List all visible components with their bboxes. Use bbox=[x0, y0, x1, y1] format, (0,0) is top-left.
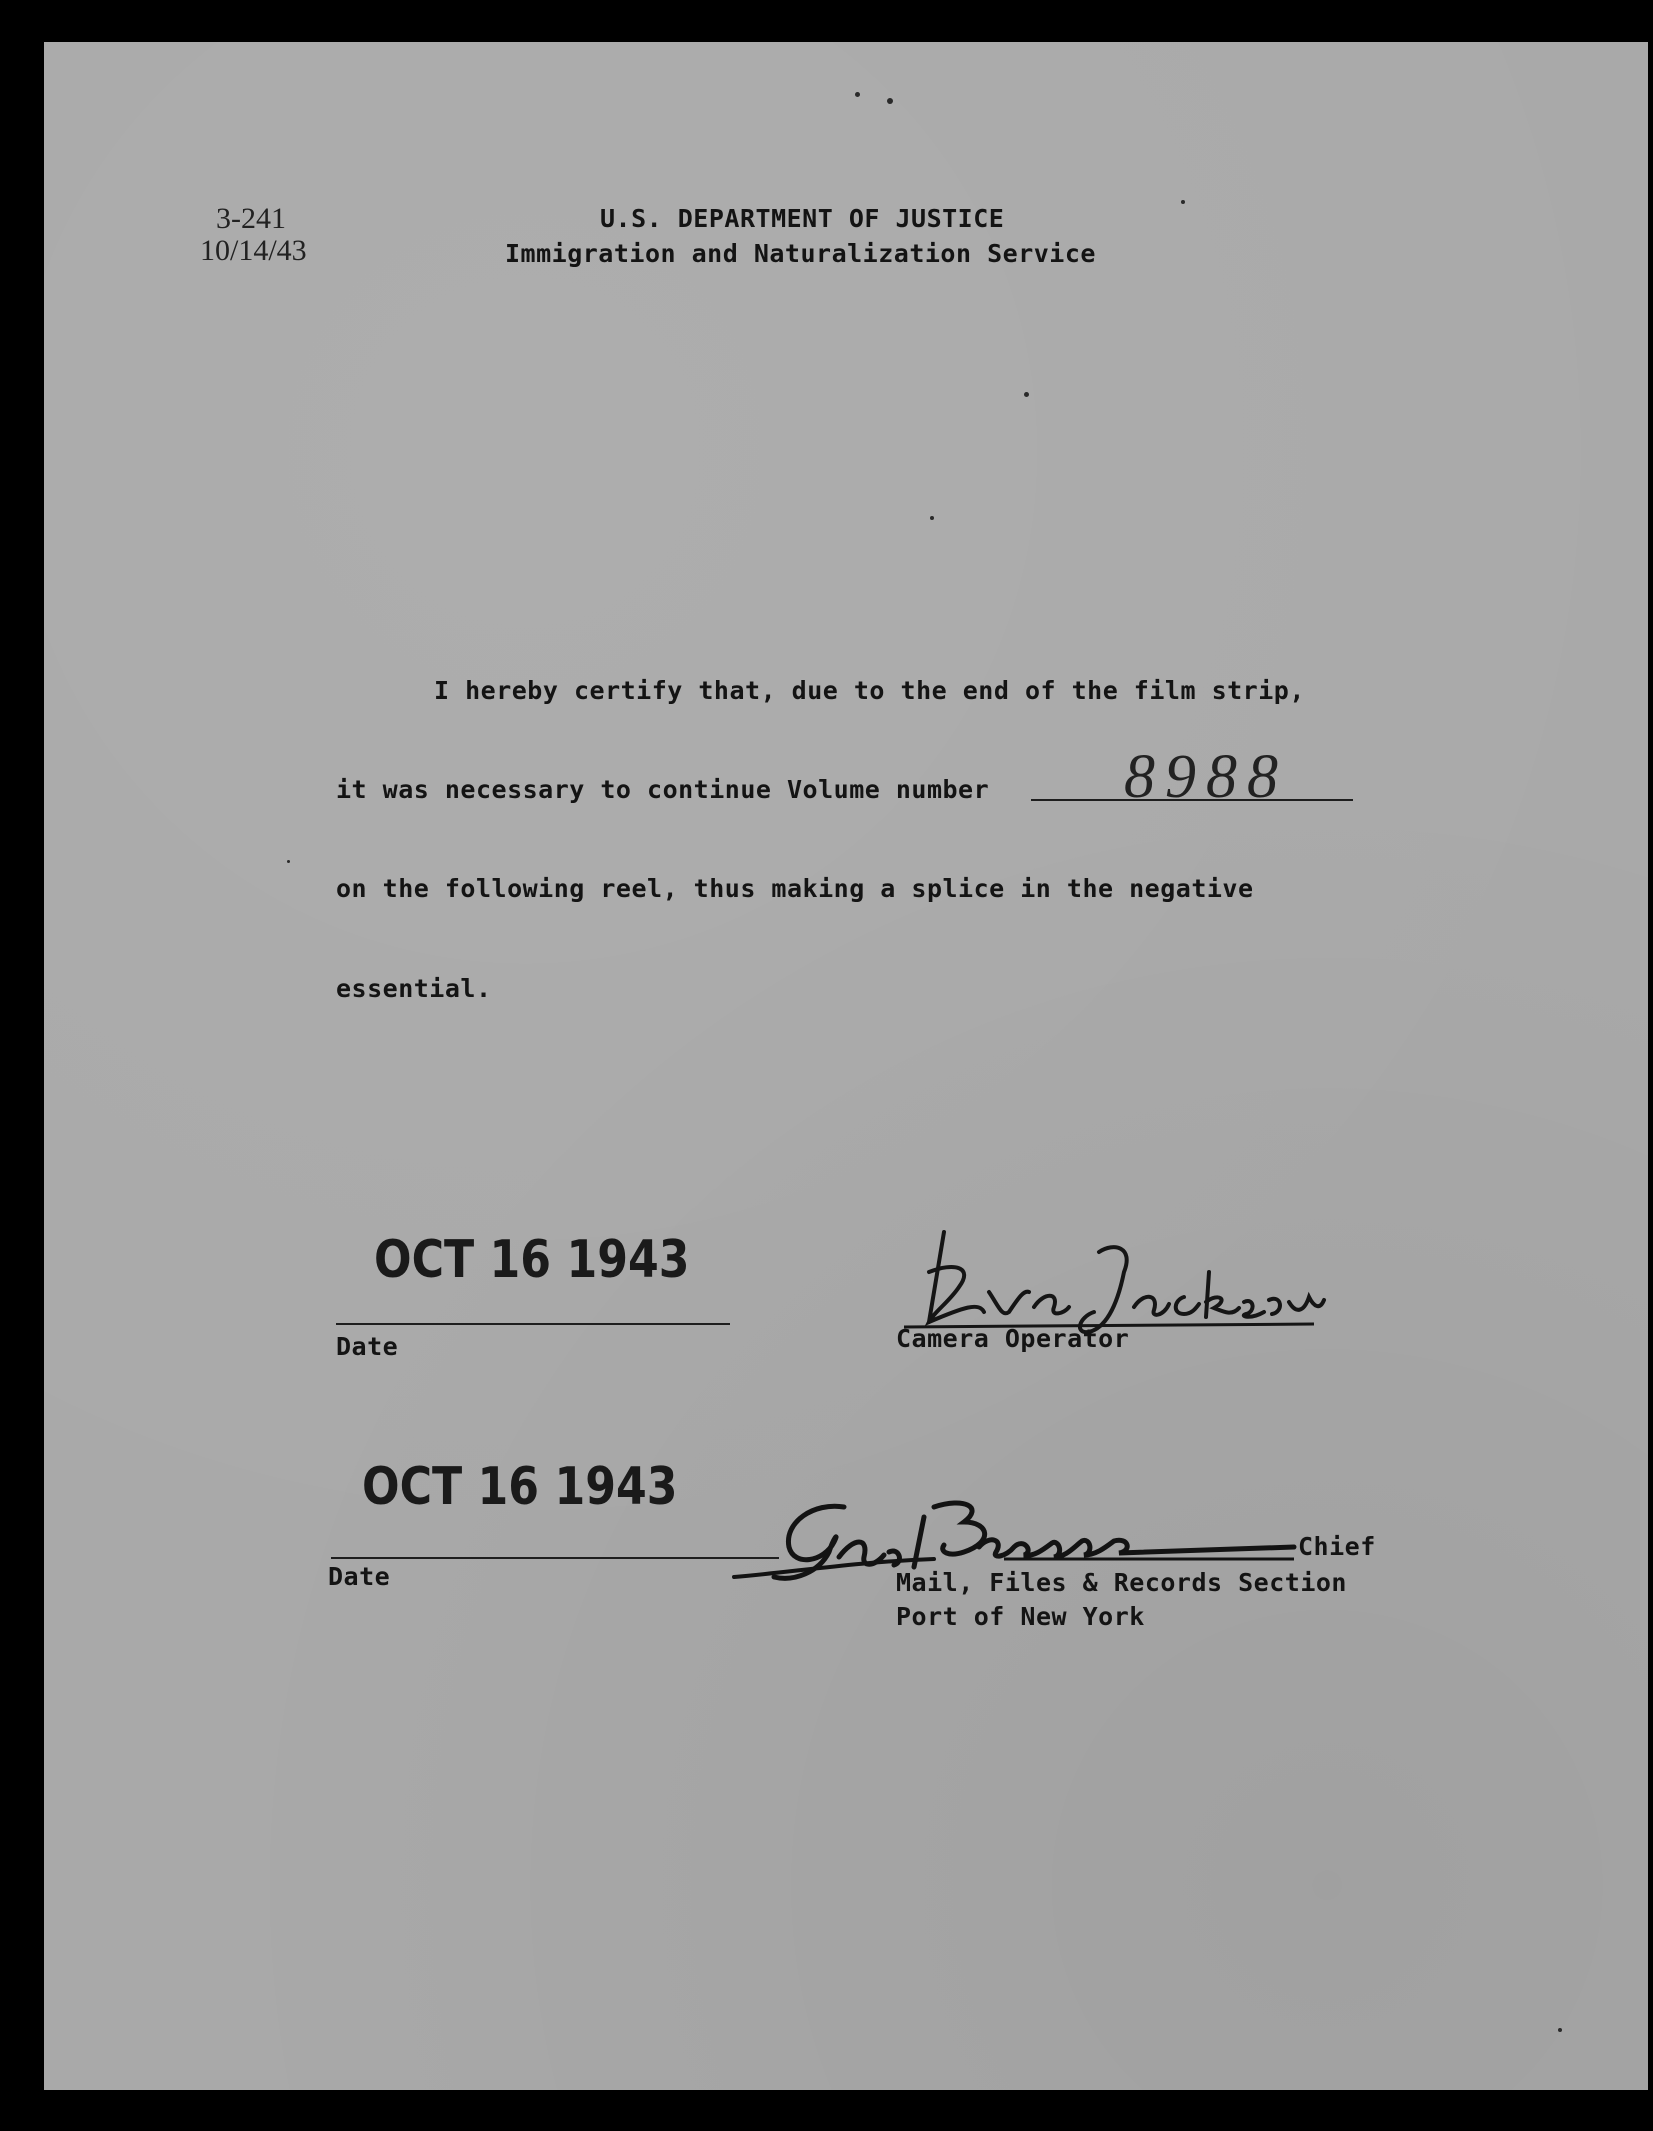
date-stamp-2: OCT 16 1943 bbox=[362, 1457, 678, 1517]
date-label-1: Date bbox=[336, 1332, 399, 1361]
chief-section: Mail, Files & Records Section bbox=[896, 1568, 1347, 1597]
certification-line-1: I hereby certify that, due to the end of the film strip, bbox=[434, 676, 1305, 705]
certification-line-3: on the following reel, thus making a splice in the negative bbox=[336, 874, 1254, 903]
scan-speck bbox=[287, 860, 290, 863]
chief-title: Chief bbox=[1298, 1532, 1376, 1561]
date-line-1 bbox=[336, 1323, 730, 1325]
scan-speck bbox=[855, 92, 860, 97]
date-stamp-1: OCT 16 1943 bbox=[374, 1230, 690, 1290]
camera-operator-label: Camera Operator bbox=[896, 1324, 1130, 1353]
form-number: 3-241 bbox=[216, 202, 286, 235]
scan-speck bbox=[1558, 2028, 1562, 2032]
form-date: 10/14/43 bbox=[200, 234, 307, 267]
scan-speck bbox=[887, 98, 893, 104]
scan-speck bbox=[930, 516, 934, 520]
camera-operator-signature bbox=[884, 1212, 1324, 1342]
chief-location: Port of New York bbox=[896, 1602, 1145, 1631]
volume-number: 8988 bbox=[1124, 743, 1288, 811]
certification-line-4: essential. bbox=[336, 974, 492, 1003]
scan-speck bbox=[1024, 392, 1029, 397]
date-label-2: Date bbox=[328, 1562, 391, 1591]
department-title: U.S. DEPARTMENT OF JUSTICE bbox=[600, 204, 1005, 233]
certification-line-2: it was necessary to continue Volume number bbox=[336, 775, 990, 804]
scan-speck bbox=[1181, 200, 1185, 204]
date-line-2 bbox=[331, 1557, 779, 1559]
document-page bbox=[44, 42, 1648, 2090]
service-title: Immigration and Naturalization Service bbox=[505, 239, 1096, 268]
